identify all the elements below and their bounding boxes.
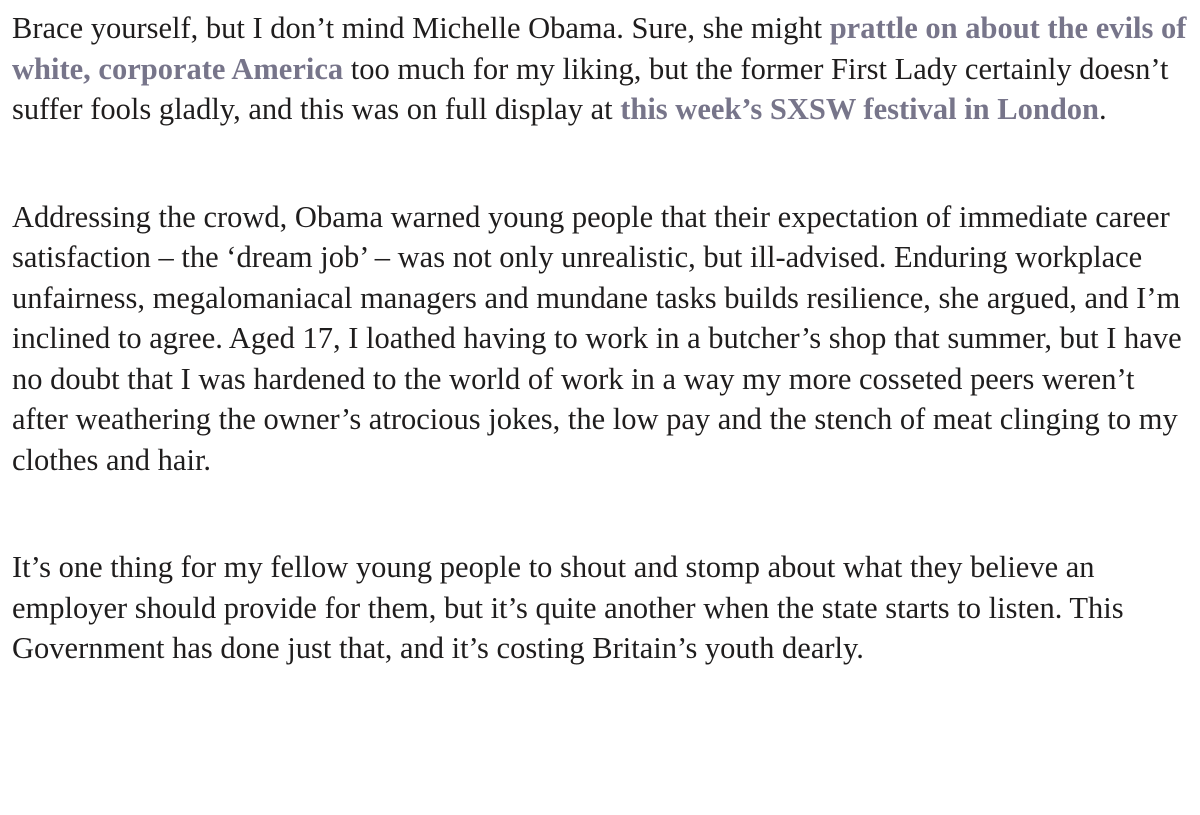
paragraph-3-text: It’s one thing for my fellow young people to shout and stomp about what they believe an employer should provide for them, but it’s quite another when the state starts to listen. This Government has done just that, and it’s costing Britain’s youth dearly.: [12, 550, 1124, 665]
paragraph-1-text: .: [1099, 92, 1107, 126]
paragraph-2: [12, 197, 1188, 481]
link-prattle-on[interactable]: prattle on about the evils of white, corporate America: [12, 11, 1187, 86]
paragraph-1-text: Brace yourself, but I don’t mind Michelle Obama. Sure, she might: [12, 11, 830, 45]
paragraph-1: [12, 0, 1188, 130]
paragraph-3: [12, 547, 1188, 669]
paragraph-2-text: Addressing the crowd, Obama warned young people that their expectation of immediate career satisfaction – the ‘dream job’ – was not only unrealistic, but ill-advised. Enduring workplace unfairness, megalomaniacal managers and mundane tasks builds resilience, she argued, and I’m inclined to agree. Aged 17, I loathed having to work in a butcher’s shop that summer, but I have no doubt that I was hardened to the world of work in a way my more cosseted peers weren’t after weathering the owner’s atrocious jokes, the low pay and the stench of meat clinging to my clothes and hair.: [12, 199, 1182, 477]
paragraph-1-text: too much for my liking, but the former First Lady certainly doesn’t suffer fools gladly, and this was on full display at: [12, 51, 1169, 126]
link-sxsw-london[interactable]: this week’s SXSW festival in London: [620, 92, 1100, 126]
